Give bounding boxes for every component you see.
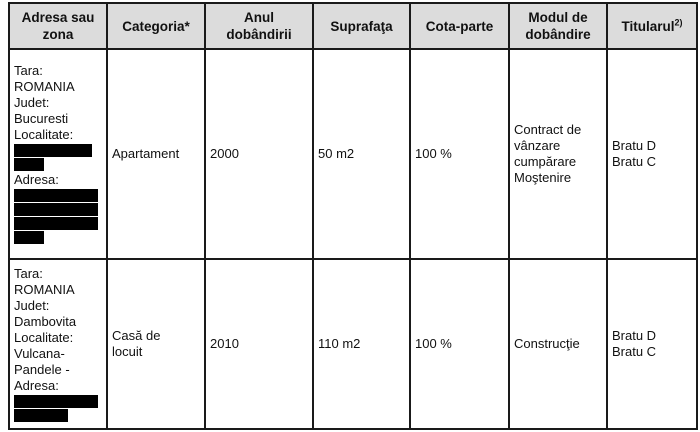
cell-area: 110 m2 <box>313 259 410 429</box>
address-line: Tara: <box>14 265 43 281</box>
header-mode: Modul de dobândire <box>509 3 607 49</box>
redaction-bar <box>14 395 98 408</box>
mode-line: Moştenire <box>514 170 572 185</box>
owner-line: Bratu C <box>612 344 657 359</box>
header-category: Categoria* <box>107 3 205 49</box>
owner-line: Bratu D <box>612 138 657 153</box>
address-line: Judet: <box>14 297 50 313</box>
address-line: Adresa: <box>14 172 59 187</box>
cell-mode <box>509 259 607 429</box>
cell-category <box>107 259 205 429</box>
cell-share: 100 % <box>410 259 509 429</box>
table-row <box>9 259 697 429</box>
address-line: ROMANIA <box>14 281 75 297</box>
mode-line: Construcţie <box>514 336 580 351</box>
redaction-bar <box>14 158 44 171</box>
redaction-bar <box>14 409 68 422</box>
table-header-row <box>9 3 697 49</box>
category-line: Casă de <box>112 328 161 343</box>
cell-mode <box>509 49 607 259</box>
redaction-bar <box>14 189 98 202</box>
owner-line: Bratu D <box>612 328 657 343</box>
redaction-bar <box>14 231 44 244</box>
mode-line: cumpărare <box>514 154 577 169</box>
redaction-bar <box>14 144 92 157</box>
address-line: Dambovita <box>14 313 77 329</box>
cell-owner <box>607 259 697 429</box>
header-address: Adresa sau zona <box>9 3 107 49</box>
header-owner-footnote: 2) <box>674 17 683 27</box>
cell-year: 2000 <box>205 49 313 259</box>
table-row <box>9 49 697 259</box>
address-line: ROMANIA <box>14 79 75 94</box>
cell-category: Apartament <box>107 49 205 259</box>
address-line: Localitate: <box>14 329 74 345</box>
header-share: Cota-parte <box>410 3 509 49</box>
header-area: Suprafaţa <box>313 3 410 49</box>
address-line: Vulcana- <box>14 345 65 361</box>
category-line: locuit <box>112 344 143 359</box>
header-year: Anul dobândirii <box>205 3 313 49</box>
address-line: Localitate: <box>14 127 74 142</box>
mode-line: vânzare <box>514 138 561 153</box>
cell-address <box>9 259 107 429</box>
cell-address <box>9 49 107 259</box>
header-owner-label: Titularul <box>621 18 675 34</box>
header-owner <box>607 3 697 49</box>
cell-year: 2010 <box>205 259 313 429</box>
cell-share: 100 % <box>410 49 509 259</box>
cell-owner <box>607 49 697 259</box>
address-line: Judet: <box>14 95 50 110</box>
mode-line: Contract de <box>514 122 582 137</box>
owner-line: Bratu C <box>612 154 657 169</box>
cell-area: 50 m2 <box>313 49 410 259</box>
address-line: Adresa: <box>14 377 59 393</box>
redaction-bar <box>14 217 98 230</box>
assets-table <box>8 2 698 430</box>
address-line: Bucuresti <box>14 111 69 126</box>
address-line: Tara: <box>14 63 43 78</box>
address-line: Pandele - <box>14 361 70 377</box>
redaction-bar <box>14 203 98 216</box>
